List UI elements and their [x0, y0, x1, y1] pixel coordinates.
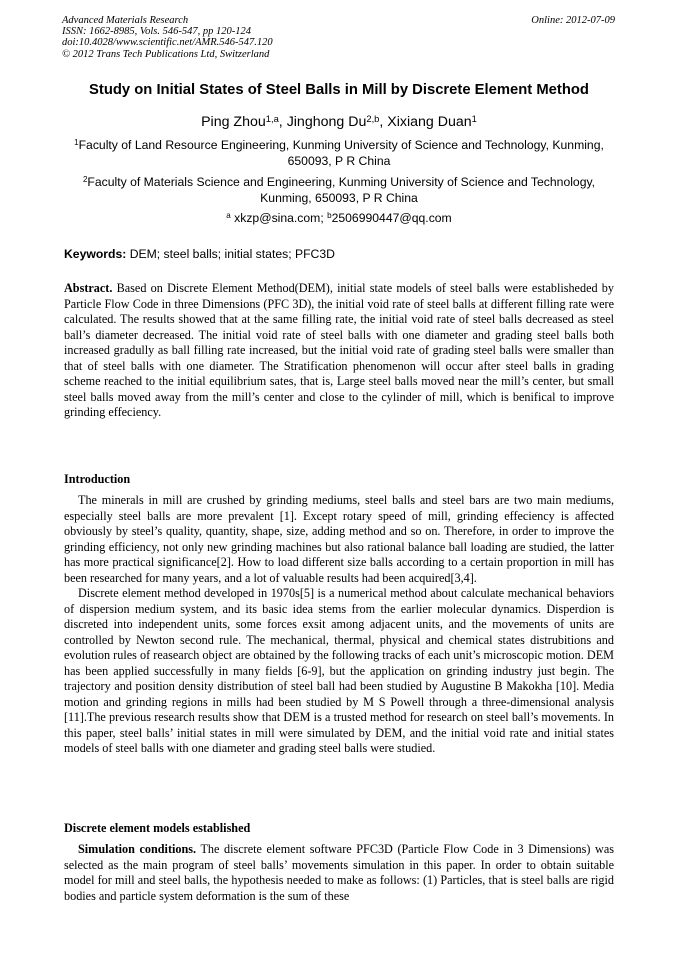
- keywords: [64, 246, 614, 262]
- email-mark-b: b: [327, 211, 332, 221]
- author-separator: ,: [278, 114, 287, 130]
- section-body: [64, 842, 614, 904]
- introduction-paragraph: Discrete element method developed in 1970s[5] is a numerical method about calculate mechanical behaviors of dispersion medium system, and its basic idea stems from the earlier molecular dynamics. Disperdion is discreted into independent units, some forces exsit among adjacent units, and the movements of units are controlled by Newton second rule. The mechanical, thermal, physical and chemical states distrubitions and evolution rules of reasearch object are obtained by the following tracks of each unit’s microscopic motion. DEM has been applied successfully in many fields [6-9], but the application on grinding industry just begin. The trajectory and position density distribution of steel ball had been studied by Augustine B Makokha [10]. Media motion and grinding regions in mills had been studied by M S Powell through a three-dimensional analysis [11].The previous research results show that DEM is a trusted method for research on steel ball’s movements. In this paper, steel balls’ initial states in mill were simulated by DEM, and the initial void rate and initial states models of steel balls with one diameter and grading steel balls were studied.: [64, 586, 614, 755]
- abstract-label: Abstract.: [64, 281, 113, 295]
- introduction-body: [64, 493, 614, 757]
- affiliation-2: [64, 174, 614, 206]
- author-affiliation-mark: 2,b: [366, 113, 380, 124]
- doi-line: doi:10.4028/www.scientific.net/AMR.546-547.120: [62, 37, 273, 49]
- issn-line: ISSN: 1662-8985, Vols. 546-547, pp 120-124: [62, 26, 251, 38]
- online-date: Online: 2012-07-09: [531, 15, 615, 26]
- keywords-text: DEM; steel balls; initial states; PFC3D: [126, 247, 335, 261]
- author-name: Xixiang Duan: [387, 114, 472, 130]
- affiliation-text: Faculty of Land Resource Engineering, Kunming University of Science and Technology, Kunming, 650093, P R China: [78, 138, 604, 168]
- introduction-heading: Introduction: [64, 472, 131, 486]
- paper-title: Study on Initial States of Steel Balls in Mill by Discrete Element Method: [89, 82, 589, 98]
- section-text: The discrete element software PFC3D (Particle Flow Code in 3 Dimensions) was selected as the main program of steel balls’ movements simulation in this paper. In order to obtain suitable model for mill and steel balls, the hypothesis needed to make as follows: (1) Particles, that is steel balls are rigid bodies and particle system deformation is the sum of these: [64, 842, 614, 903]
- affiliation-mark: 1: [74, 138, 79, 148]
- keywords-label: Keywords:: [64, 247, 127, 261]
- affiliation-mark: 2: [82, 175, 88, 185]
- email-line: [64, 210, 614, 226]
- email-b: 2506990447@qq.com: [331, 211, 452, 225]
- author-name: Jinghong Du: [286, 114, 367, 130]
- email-mark-a: a: [226, 211, 231, 221]
- affiliation-1: [64, 137, 614, 169]
- author-separator: ,: [379, 114, 388, 130]
- abstract: [64, 281, 614, 421]
- subsection-label: Simulation conditions.: [78, 842, 197, 856]
- journal-header: [62, 15, 615, 60]
- author-list: [40, 113, 638, 131]
- journal-name: Advanced Materials Research: [62, 15, 189, 26]
- introduction-paragraph: The minerals in mill are crushed by grinding mediums, steel balls and steel bars are two main mediums, especially steel balls are more prevalent [1]. Except rotary speed of mill, grinding effeciency is affected obviously by steel’s quality, quantity, shape, size, adding method and so on. Therefore, in order to improve the grinding efficiency, not only new grinding machines but also rational balance ball loading are studied, the latter has more practical significance[2]. How to load different size balls according to a certain proportion in mill has been researched for many years, and a lot of valuable results had been acquired[3,4].: [64, 493, 614, 585]
- author-name: Ping Zhou: [201, 114, 266, 130]
- copyright-line: © 2012 Trans Tech Publications Ltd, Switzerland: [62, 48, 270, 60]
- email-a: xkzp@sina.com;: [230, 211, 328, 225]
- author-affiliation-mark: 1: [471, 113, 477, 124]
- affiliation-text: Faculty of Materials Science and Engineering, Kunming University of Science and Technology, Kunming, 650093, P R China: [87, 175, 596, 205]
- author-affiliation-mark: 1,a: [265, 113, 279, 124]
- abstract-text: Based on Discrete Element Method(DEM), initial state models of steel balls were establisheded by Particle Flow Code in three Dimensions (PFC 3D), the initial void rate of steel balls at different filling rate were calculated. The results showed that at the same filling rate, the initial void rate of steel balls decreased as steel ball’s diameter decreased. The initial void rate of steel balls with one diameter and grading steel balls both increased gradully as ball filling rate increased, but the initial void rate of grading steel balls were smaller than that of steel balls with one diameter. The Stratification phenomenon will occur after steel balls in grading scheme reached to the initial equilibrium sates, that is, Large steel balls moved near the mill’s center, but small steel balls moved away from the mill’s center and close to the cylinder of mill, which is benifical to improve grinding effeciency.: [64, 281, 614, 419]
- section-heading: Discrete element models established: [64, 821, 251, 835]
